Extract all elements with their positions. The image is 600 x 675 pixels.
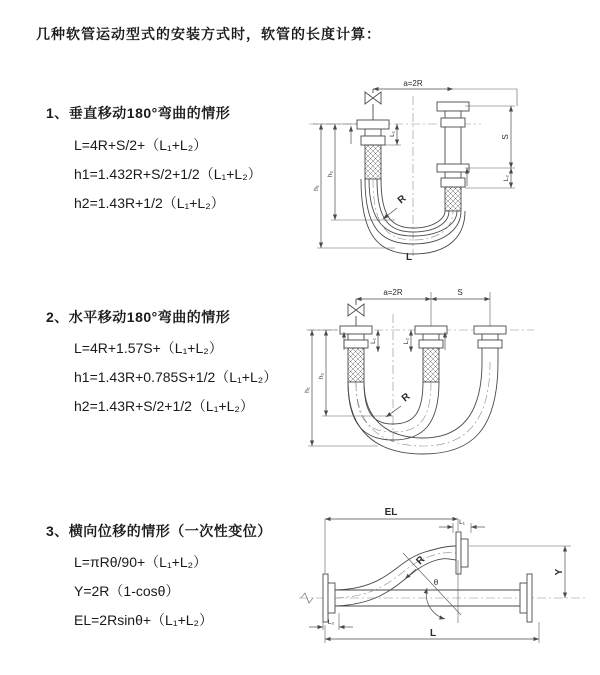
- middle-fitting: [415, 326, 447, 382]
- section1-formula-h2: h2=1.43R+1/2（L₁+L₂）: [74, 195, 225, 211]
- dim-label-l2: L₂: [327, 619, 335, 626]
- diagram-lateral-displacement: [293, 503, 593, 651]
- left-fitting: [357, 120, 389, 179]
- dim-label-s: S: [457, 288, 463, 297]
- dim-label-length: L: [429, 628, 437, 639]
- diagram-vertical-180-bend: [303, 76, 573, 262]
- dim-label-l1: L₁: [459, 519, 465, 526]
- dim-label-l2: L₂: [403, 337, 410, 345]
- dim-label-a2r: a=2R: [403, 79, 423, 88]
- dim-label-radius: R: [395, 193, 409, 207]
- left-fitting: [340, 326, 372, 382]
- angle-arc: [426, 588, 445, 619]
- section3-heading: 3、横向位移的情形（一次性变位）: [46, 523, 272, 539]
- section3-formula-l: L=πRθ/90+（L₁+L₂）: [74, 554, 208, 570]
- dim-label-radius: R: [414, 554, 428, 568]
- dim-label-l1: L₁: [389, 131, 396, 137]
- dim-label-h1: h₁: [304, 387, 311, 393]
- valve-icon: [365, 89, 381, 120]
- section3-formula-el: EL=2Rsinθ+（L₁+L₂）: [74, 612, 213, 628]
- right-fitting-lower: [437, 164, 469, 211]
- section2-heading: 2、水平移动180°弯曲的情形: [46, 309, 231, 325]
- dim-label-l1: L₁: [370, 338, 377, 344]
- section1-formula-l: L=4R+S/2+（L₁+L₂）: [74, 137, 208, 153]
- right-fitting-phantom: [474, 326, 506, 362]
- dim-label-l2: L₂: [503, 174, 510, 182]
- section2-formula-l: L=4R+1.57S+（L₁+L₂）: [74, 340, 223, 356]
- right-fitting-upper: [437, 102, 469, 127]
- hose-s-curve: [335, 546, 456, 606]
- section2-formula-h2: h2=1.43R+S/2+1/2（L₁+L₂）: [74, 398, 254, 414]
- left-flange: [323, 574, 335, 622]
- braided-hose-left: [365, 145, 381, 179]
- dim-label-y: Y: [554, 568, 565, 576]
- valve-icon: [348, 299, 364, 326]
- braided-hose-left: [348, 348, 364, 382]
- dim-label-h2: h₂: [318, 372, 325, 380]
- dim-label-h2: h₂: [327, 170, 334, 178]
- dim-label-el: EL: [384, 507, 398, 518]
- dim-label-a2r: a=2R: [383, 288, 403, 297]
- braided-hose-middle: [423, 348, 439, 382]
- right-flange: [520, 574, 532, 622]
- dim-label-s: S: [501, 134, 510, 140]
- braided-hose-right: [445, 187, 461, 211]
- section1-heading: 1、垂直移动180°弯曲的情形: [46, 105, 231, 121]
- section1-formula-h1: h1=1.432R+S/2+1/2（L₁+L₂）: [74, 166, 262, 182]
- dim-label-length: L: [405, 252, 413, 262]
- dim-label-theta: θ: [433, 578, 439, 587]
- diagram-horizontal-180-bend: [298, 284, 576, 462]
- dim-label-h1: h₁: [313, 185, 320, 191]
- page-title: 几种软管运动型式的安装方式时，软管的长度计算：: [36, 26, 381, 42]
- dim-label-radius: R: [399, 391, 413, 405]
- section3-formula-y: Y=2R（1-cosθ）: [74, 583, 180, 599]
- hose-u-bend-position1: [348, 382, 439, 440]
- section2-formula-h1: h1=1.43R+0.785S+1/2（L₁+L₂）: [74, 369, 278, 385]
